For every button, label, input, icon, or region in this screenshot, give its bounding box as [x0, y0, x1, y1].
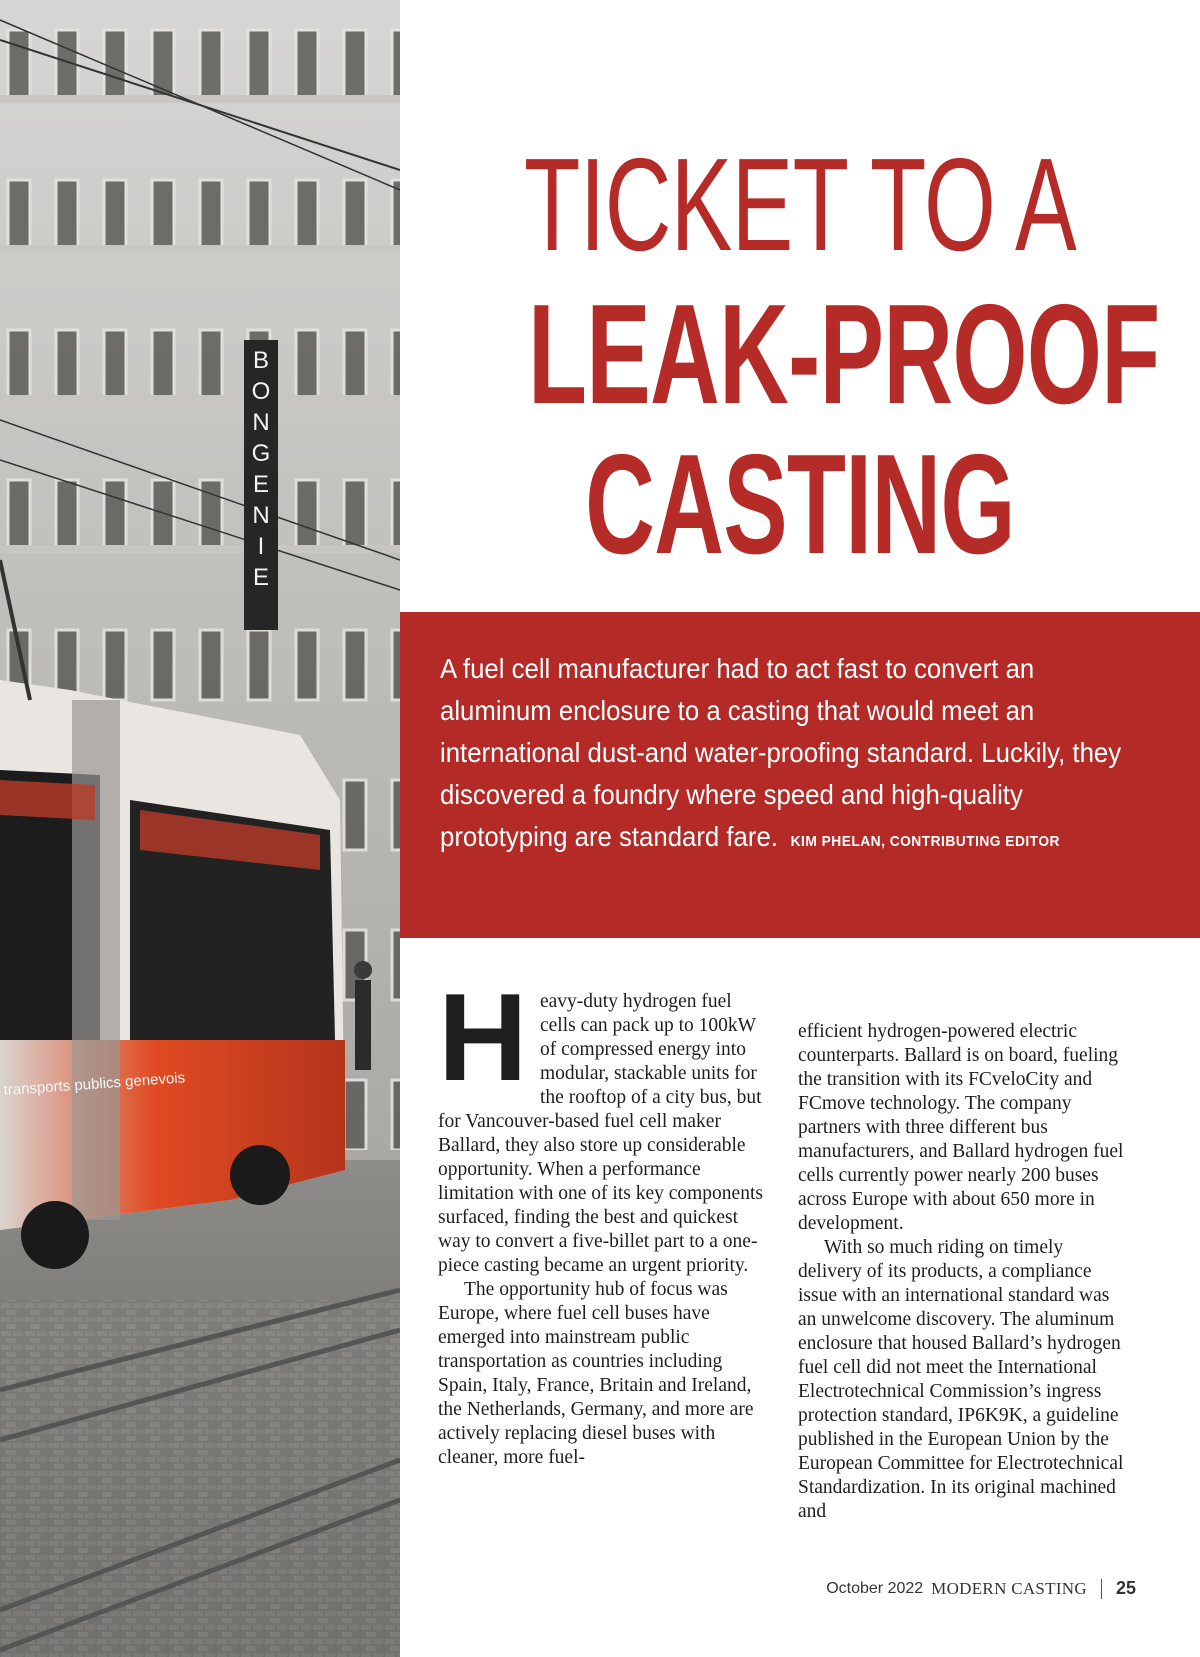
- sign-letter: G: [251, 440, 271, 467]
- sign-letter: N: [252, 409, 270, 436]
- sign-letter: N: [252, 502, 270, 529]
- trolleybus-street-photo: [0, 0, 400, 1657]
- headline: [400, 130, 1200, 584]
- headline-line-1: TICKET TO A: [523, 131, 1077, 278]
- headline-line-3: CASTING: [585, 425, 1015, 584]
- page-number: 25: [1115, 1578, 1136, 1598]
- deck-paragraph: [440, 648, 1136, 863]
- byline: KIM PHELAN, CONTRIBUTING EDITOR: [790, 833, 1060, 850]
- sign-letter: E: [252, 564, 270, 591]
- sign-letter: E: [252, 471, 270, 498]
- column-1: [438, 969, 768, 1470]
- deck-text: A fuel cell manufacturer had to act fast to convert an aluminum enclosure to a casting that would meet an international dust-and water-proofing standard. Luckily, they discovered a foundry where speed and high-quality prototyping are standard fare.: [440, 653, 1122, 852]
- column-2: [798, 1020, 1128, 1524]
- bus-livery-text: transports publics genevois: [3, 1069, 186, 1099]
- page-footer: [826, 1578, 1136, 1599]
- deck-band: [400, 612, 1200, 938]
- headline-line-2: LEAK-PROOF: [528, 275, 1160, 434]
- sign-letter: O: [251, 378, 271, 405]
- footer-divider: [1101, 1579, 1102, 1599]
- paragraph: With so much riding on timely delivery of its products, a compliance issue with an international standard was an unwelcome discovery. The aluminum enclosure that housed Ballard’s hydrogen fuel cell did not meet the International Electrotechnical Commission’s ingress protection standard, IP6K9K, a guideline published in the European Union by the European Committee for Electrotechnical Standardization. In its original machined and: [798, 1237, 1124, 1522]
- magazine-name: MODERN CASTING: [931, 1578, 1087, 1598]
- cover-photo: [0, 0, 400, 1657]
- sign-letter: I: [257, 533, 265, 560]
- article-body: [438, 969, 1124, 1550]
- paragraph: [438, 969, 768, 1278]
- issue-date: October 2022: [826, 1579, 924, 1597]
- paragraph: efficient hydrogen-powered electric counterparts. Ballard is on board, fueling the transition with its FCveloCity and FCmove technology. The company partners with three different bus manufacturers, and Ballard hydrogen fuel cells currently power nearly 200 buses across Europe with about 650 more in development.: [798, 1021, 1124, 1234]
- paragraph: The opportunity hub of focus was Europe, where fuel cell buses have emerged into mainstream public transportation as countries including Spain, Italy, France, Britain and Ireland, the Netherlands, Germany, and more are actively replacing diesel buses with cleaner, more fuel-: [438, 1279, 754, 1468]
- sign-letter: B: [252, 347, 270, 374]
- drop-cap: H: [438, 969, 528, 1107]
- paragraph-text: eavy-duty hydrogen fuel cells can pack up to 100kW of compressed energy into modular, stackable units for the rooftop of a city bus, but for Vancouver-based fuel cell maker Ballard, they also store up considerable opportunity. When a performance limitation with one of its key components surfaced, finding the best and quickest way to convert a five-billet part to a one-piece casting became an urgent priority.: [438, 991, 763, 1276]
